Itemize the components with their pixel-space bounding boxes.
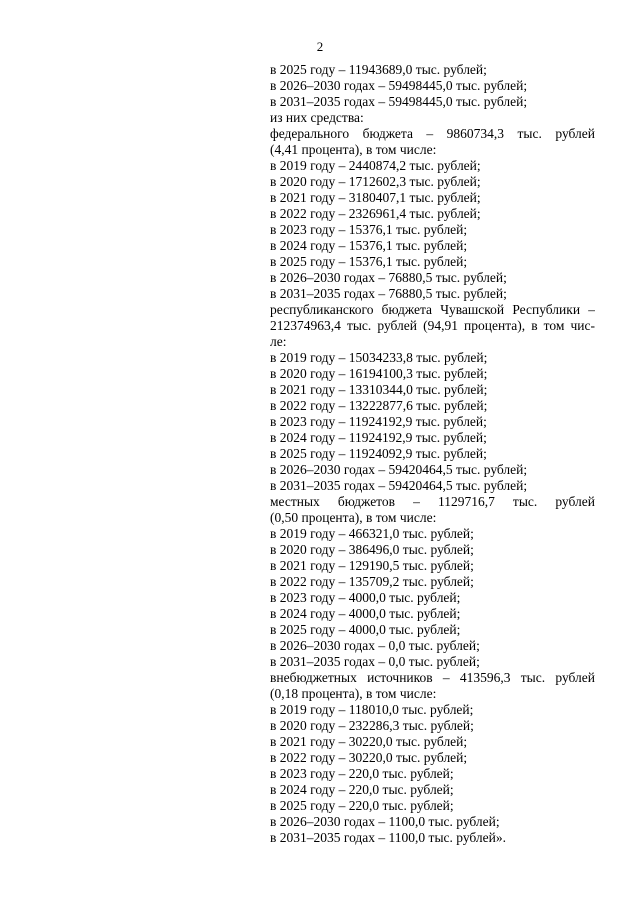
text-line: в 2031–2035 годах – 59420464,5 тыс. рублей; <box>270 478 528 493</box>
text-line: в 2020 году – 232286,3 тыс. рублей; <box>270 718 474 733</box>
text-line: в 2020 году – 386496,0 тыс. рублей; <box>270 542 474 557</box>
text-line: в 2019 году – 2440874,2 тыс. рублей; <box>270 158 481 173</box>
text-line: в 2025 году – 220,0 тыс. рублей; <box>270 798 454 813</box>
federal-budget-heading: федерального бюджета – 9860734,3 тыс. рублей <box>270 126 595 141</box>
text-line: в 2031–2035 годах – 76880,5 тыс. рублей; <box>270 286 507 301</box>
text-line: в 2024 году – 4000,0 тыс. рублей; <box>270 606 461 621</box>
text-line: в 2023 году – 220,0 тыс. рублей; <box>270 766 454 781</box>
text-line: в 2026–2030 годах – 59420464,5 тыс. рублей; <box>270 462 528 477</box>
text-line: в 2023 году – 11924192,9 тыс. рублей; <box>270 414 487 429</box>
page-number: 2 <box>316 39 324 54</box>
text-line: в 2019 году – 466321,0 тыс. рублей; <box>270 526 474 541</box>
funding-text-block <box>270 62 595 846</box>
text-line: в 2025 году – 15376,1 тыс. рублей; <box>270 254 468 269</box>
text-line: в 2026–2030 годах – 59498445,0 тыс. рублей; <box>270 78 528 93</box>
local-budget-heading: местных бюджетов – 1129716,7 тыс. рублей <box>270 494 595 509</box>
text-line: (0,18 процента), в том числе: <box>270 686 437 701</box>
text-line: в 2022 году – 13222877,6 тыс. рублей; <box>270 398 488 413</box>
text-line: в 2031–2035 годах – 1100,0 тыс. рублей». <box>270 830 507 845</box>
text-line: в 2022 году – 135709,2 тыс. рублей; <box>270 574 474 589</box>
text-line: в 2021 году – 13310344,0 тыс. рублей; <box>270 382 488 397</box>
text-line: в 2026–2030 годах – 1100,0 тыс. рублей; <box>270 814 500 829</box>
text-line: в 2025 году – 4000,0 тыс. рублей; <box>270 622 461 637</box>
text-line: (4,41 процента), в том числе: <box>270 142 437 157</box>
text-line: в 2022 году – 30220,0 тыс. рублей; <box>270 750 468 765</box>
text-line: в 2024 году – 220,0 тыс. рублей; <box>270 782 454 797</box>
extrabudgetary-heading: внебюджетных источников – 413596,3 тыс. рублей <box>270 670 595 685</box>
text-line: в 2031–2035 годах – 0,0 тыс. рублей; <box>270 654 480 669</box>
text-line: в 2020 году – 16194100,3 тыс. рублей; <box>270 366 488 381</box>
text-line: в 2021 году – 30220,0 тыс. рублей; <box>270 734 468 749</box>
text-line: в 2024 году – 11924192,9 тыс. рублей; <box>270 430 487 445</box>
republic-budget-heading: республиканского бюджета Чувашской Республики – <box>270 302 595 317</box>
text-line: в 2024 году – 15376,1 тыс. рублей; <box>270 238 468 253</box>
text-line: в 2022 году – 2326961,4 тыс. рублей; <box>270 206 481 221</box>
text-line: в 2019 году – 118010,0 тыс. рублей; <box>270 702 474 717</box>
text-line: в 2023 году – 15376,1 тыс. рублей; <box>270 222 468 237</box>
text-line: в 2019 году – 15034233,8 тыс. рублей; <box>270 350 488 365</box>
text-line: в 2025 году – 11924092,9 тыс. рублей; <box>270 446 487 461</box>
text-line: из них средства: <box>270 110 364 125</box>
text-line: в 2031–2035 годах – 59498445,0 тыс. рублей; <box>270 94 528 109</box>
text-line: в 2021 году – 3180407,1 тыс. рублей; <box>270 190 481 205</box>
text-line: 212374963,4 тыс. рублей (94,91 процента), в том чис- <box>270 318 595 333</box>
text-line: в 2025 году – 11943689,0 тыс. рублей; <box>270 62 487 77</box>
text-line: в 2020 году – 1712602,3 тыс. рублей; <box>270 174 481 189</box>
text-line: в 2026–2030 годах – 0,0 тыс. рублей; <box>270 638 480 653</box>
text-line: в 2026–2030 годах – 76880,5 тыс. рублей; <box>270 270 507 285</box>
text-line: в 2023 году – 4000,0 тыс. рублей; <box>270 590 461 605</box>
text-line: ле: <box>270 334 287 349</box>
text-line: (0,50 процента), в том числе: <box>270 510 437 525</box>
text-line: в 2021 году – 129190,5 тыс. рублей; <box>270 558 474 573</box>
